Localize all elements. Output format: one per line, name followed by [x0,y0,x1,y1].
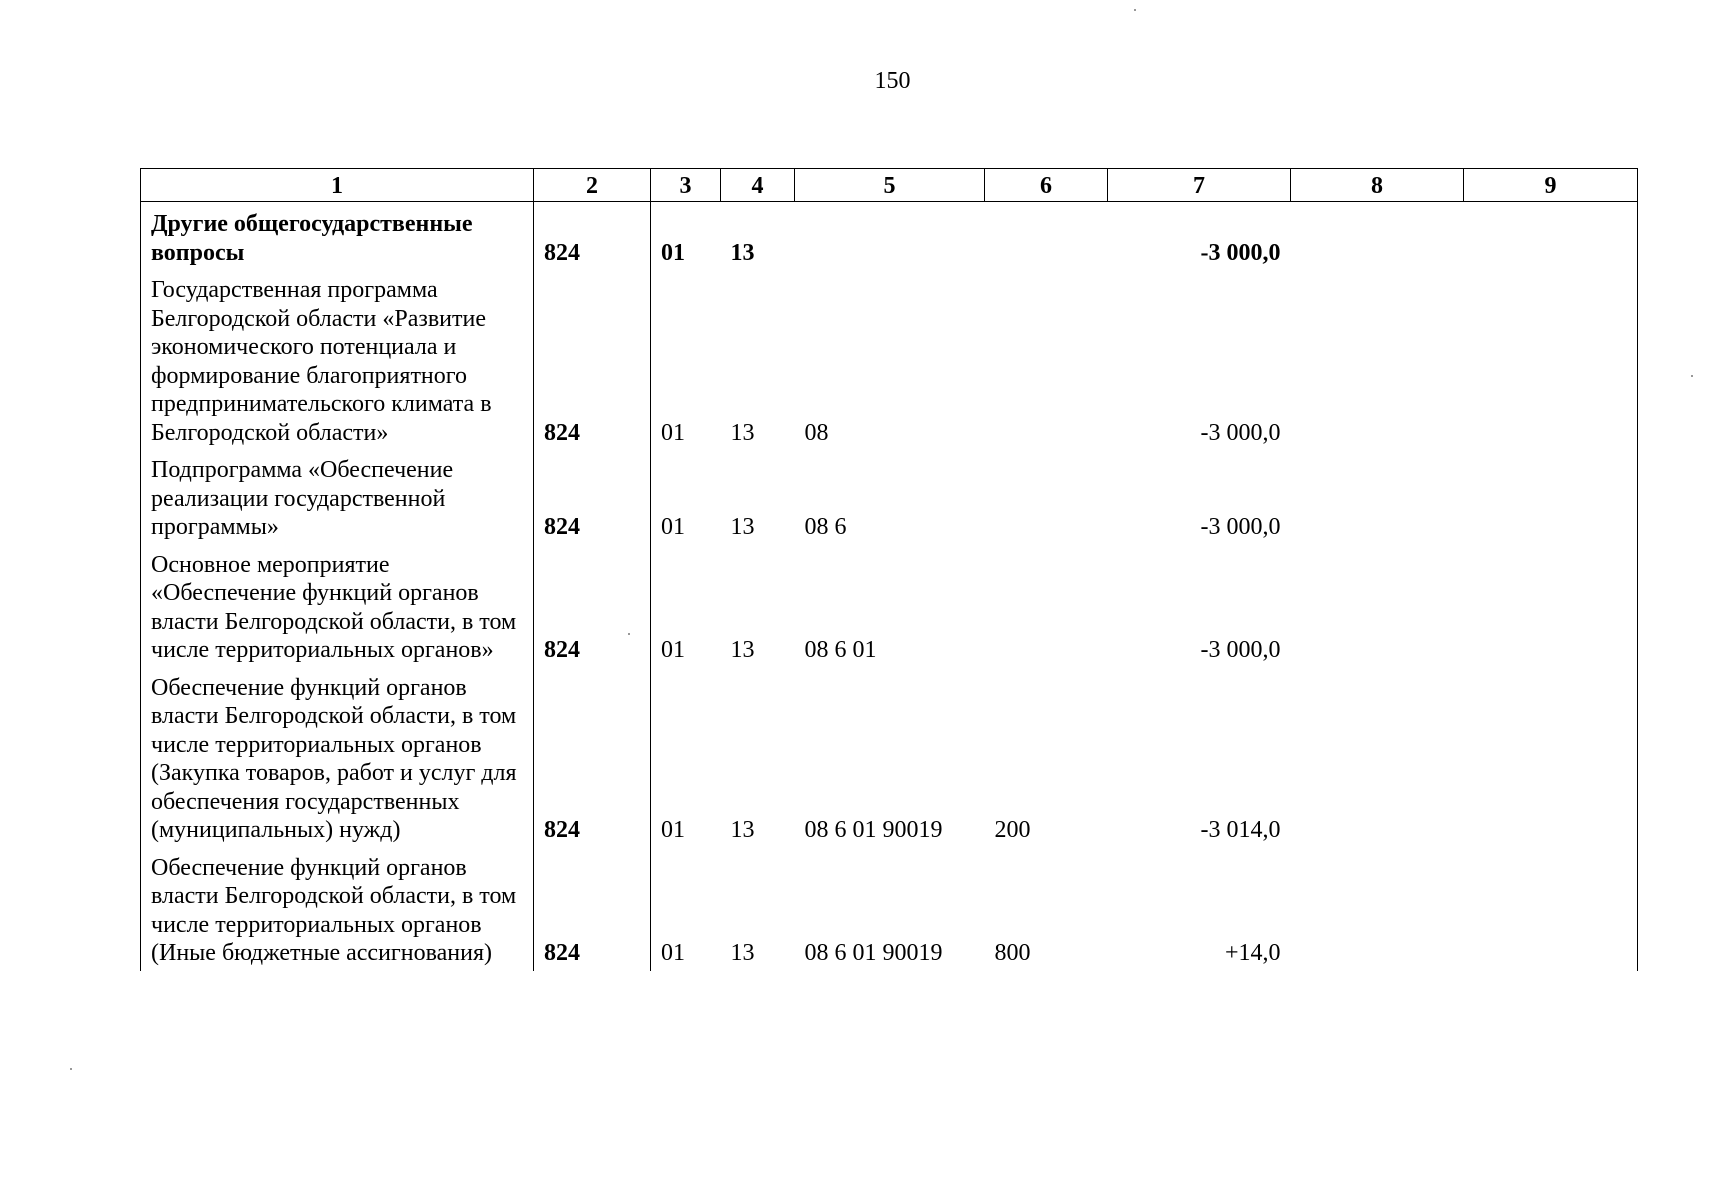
row-ministry-code: 824 [534,545,651,668]
row-col-8 [1291,202,1464,271]
header-col-3: 3 [651,169,721,202]
table-row [141,450,1638,545]
header-col-4: 4 [721,169,795,202]
table-body [141,202,1638,971]
row-subsection-code: 13 [730,637,755,663]
row-expense-type [985,545,1108,668]
row-target-code: 08 6 [804,514,847,540]
row-amount: +14,0 [1224,940,1281,966]
row-ministry-code: 824 [534,202,651,271]
row-subsection-code: 13 [730,817,755,843]
row-expense-type [985,270,1108,450]
row-target-code: 08 [804,419,829,446]
row-col-9 [1464,848,1638,971]
row-section-code: 01 [651,668,721,848]
row-col-8 [1291,848,1464,971]
header-col-5: 5 [795,169,985,202]
row-name: Обеспечение функций органов власти Белгородской области, в том числе территориальных органов (Иные бюджетные ассигнования) [141,848,534,971]
row-name: Основное мероприятие «Обеспечение функций органов власти Белгородской области, в том числе территориальных органов» [141,545,534,668]
row-subsection-code: 13 [730,940,755,966]
table-row [141,848,1638,971]
row-col-8 [1291,668,1464,848]
row-ministry-code: 824 [534,270,651,450]
header-col-1: 1 [141,169,534,202]
budget-table [140,168,1638,971]
row-expense-type: 800 [994,940,1031,966]
page-number: 150 [874,68,911,94]
row-expense-type: 200 [994,817,1031,843]
row-ministry-code: 824 [534,668,651,848]
row-name: Подпрограмма «Обеспечение реализации государственной программы» [141,450,534,545]
row-name: Другие общегосударственные вопросы [141,202,534,271]
row-amount: -3 000,0 [1200,637,1281,663]
header-col-8: 8 [1291,169,1464,202]
row-section-code: 01 [651,848,721,971]
row-subsection-code: 13 [730,514,755,540]
header-col-7: 7 [1108,169,1291,202]
scan-speck [70,1068,72,1070]
row-col-9 [1464,450,1638,545]
row-col-9 [1464,270,1638,450]
header-row [141,169,1638,202]
row-col-8 [1291,545,1464,668]
row-expense-type [985,202,1108,271]
header-col-2: 2 [534,169,651,202]
row-name: Обеспечение функций органов власти Белгородской области, в том числе территориальных органов (Закупка товаров, работ и услуг для обеспечения государственных (муниципальных) нужд) [141,668,534,848]
table-row [141,545,1638,668]
row-target-code: 08 6 01 [804,637,877,663]
row-subsection-code: 13 [730,239,755,266]
scan-speck [628,633,630,635]
row-col-9 [1464,202,1638,271]
row-target-code [795,202,985,271]
row-section-code: 01 [651,450,721,545]
table-row [141,668,1638,848]
row-col-9 [1464,668,1638,848]
row-amount: -3 000,0 [1200,239,1281,266]
row-amount: -3 000,0 [1200,514,1281,540]
row-col-9 [1464,545,1638,668]
row-name: Государственная программа Белгородской области «Развитие экономического потенциала и формирование благоприятного предпринимательского климата в Белгородской области» [141,270,534,450]
row-section-code: 01 [651,270,721,450]
table-row [141,202,1638,271]
row-section-code: 01 [651,545,721,668]
row-ministry-code: 824 [534,450,651,545]
table-row [141,270,1638,450]
row-expense-type [985,450,1108,545]
scan-speck [1691,375,1693,377]
row-section-code: 01 [651,202,721,271]
row-subsection-code: 13 [730,419,755,446]
row-amount: -3 000,0 [1200,419,1281,446]
row-ministry-code: 824 [534,848,651,971]
row-target-code: 08 6 01 90019 [804,940,943,966]
header-col-6: 6 [985,169,1108,202]
row-amount: -3 014,0 [1200,817,1281,843]
budget-table-container [140,168,1637,971]
header-col-9: 9 [1464,169,1638,202]
scan-speck [1134,9,1136,11]
row-col-8 [1291,270,1464,450]
row-target-code: 08 6 01 90019 [804,817,943,843]
table-header [141,169,1638,202]
row-col-8 [1291,450,1464,545]
